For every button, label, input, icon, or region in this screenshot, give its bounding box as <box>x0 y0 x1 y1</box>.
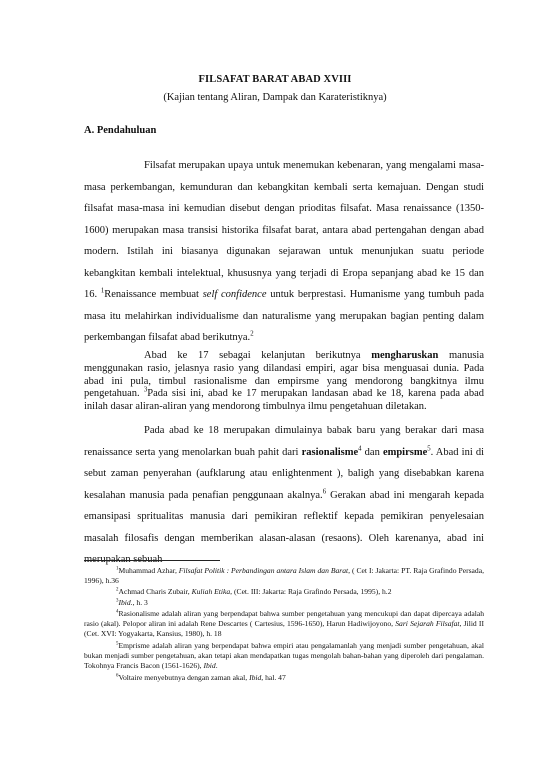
footnote-number: 1 <box>116 566 119 572</box>
footnote-text: , hal. 47 <box>261 673 286 682</box>
paragraph-bold: rasionalisme <box>301 446 359 458</box>
footnote-italic: Ibid <box>249 673 262 682</box>
paragraph-text: Abad ke 17 sebagai kelanjutan berikutnya <box>144 350 372 361</box>
footnote-ref: 4 <box>358 445 362 452</box>
footnote-text: Achmad Charis Zubair, <box>118 587 192 596</box>
paragraph-text: Filsafat merupakan upaya untuk menemukan kebenaran, yang mengalami masa-masa perkembangan, kemunduran dan kebangkitan kembali serta kemajuan. Dengan studi filsafat masa-masa ini kemudian disebut dengan prioditas filsafat. Masa renaissance (1350-1600) merupakan masa transisi historika filsafat barat, antara abad pertengahan dengan abad modern. Istilah ini biasanya digunakan sejarawan untuk menunjukan suatu periode kebangkitan kembali intelektual, khususnya yang terjadi di Eropa sepanjang abad ke 15 dan 16. <box>84 160 484 300</box>
paragraph-text: dan <box>361 446 383 458</box>
paragraph-text: Gerakan abad ini mengarah kepada emansipasi spritualitas manusia dari pemikiran reflektif kepada pemikiran penyelesaian masalah filosafis dengan memberikan alasan-alasan (resaons). Oleh karenanya, abad ini merupakan sebuah <box>84 489 485 565</box>
footnote-italic: Ibid <box>203 661 216 671</box>
paragraph-bold: mengharuskan <box>371 350 439 361</box>
document-subtitle: (Kajian tentang Aliran, Dampak dan Karateristiknya) <box>163 92 387 103</box>
footnote-1 <box>84 566 484 586</box>
footnote-ref: 5 <box>427 445 431 452</box>
paragraph-18th-century <box>84 420 484 571</box>
footnote-ref: 2 <box>250 330 254 338</box>
footnote-5 <box>84 641 484 672</box>
paragraph-text: Pada sisi ini, abad ke 17 merupakan landasan abad ke 18, karena pada abad inilah dasar aliran-aliran yang mendorong timbulnya ilmu pengetahuan diletakan. <box>84 388 485 413</box>
footnote-6 <box>84 673 484 683</box>
footnote-text: , h. 3 <box>132 598 148 607</box>
section-heading: A. Pendahuluan <box>84 125 157 136</box>
document-title: FILSAFAT BARAT ABAD XVIII <box>198 74 352 85</box>
paragraph-text: . Abad ini di sebut zaman penyerahan (aufklarung atau enlightenment ), baligh yang disebabkan karena kesalahan manusia pada penafian penggunaan akalnya. <box>84 446 484 501</box>
footnote-text: Rasionalisme adalah aliran yang berpendapat bahwa sumber pengetahuan yang mencukupi dan dapat dipercaya adalah rasio (akal). Pelopor aliran ini adalah Rene Descartes ( Cartesius, 1596-1650), Harun Hadiwijoyono, <box>84 609 484 629</box>
paragraph-italic: self confidence <box>202 289 267 300</box>
paragraph-intro <box>84 155 484 349</box>
footnote-divider <box>84 560 220 561</box>
paragraph-text: Renaissance membuat <box>104 289 203 300</box>
paragraph-text: manusia menggunakan rasio, jelasnya rasio yang dilandasi empiri, agar bisa menguasai dunia. Pada abad ini pula, timbul rasionalisme dan empirsme yang mendorong bangkitnya ilmu pengetahuan. <box>84 350 484 400</box>
paragraph-bold: empirsme <box>382 446 428 458</box>
footnote-2 <box>84 587 484 597</box>
footnote-3 <box>84 598 484 608</box>
paragraph-text: untuk berprestasi. Humanisme yang tumbuh pada masa itu melahirkan individualisme dan naturalisme yang merupakan bagian penting dalam perkembangan filsafat abad berikutnya. <box>84 289 484 343</box>
footnote-ref: 1 <box>100 287 105 295</box>
footnote-italic: Ibid. <box>118 598 133 607</box>
footnote-text: Emprisme adalah aliran yang berpendapat bahwa empiri atau pengalamanlah yang menjadi sumber pengetahuan, akal bukan menjadi sumber pengetahuan, akan tetapi akan mendapatkan tugas mengolah bahan-bahan yang diperoleh dari pengalaman. Tokohnya Francis Bacon (1561-1626), <box>84 641 484 671</box>
footnote-number: 2 <box>116 587 119 593</box>
footnote-number: 6 <box>116 673 119 679</box>
footnote-italic: Kuliah Etika <box>191 587 231 596</box>
footnote-text: Muhammad Azhar, <box>118 566 179 575</box>
paragraph-17th-century <box>84 350 484 414</box>
footnote-number: 3 <box>116 598 119 604</box>
footnote-text: , Jilid II (Cet. XVI: Yogyakarta, Kansius, 1980), h. 18 <box>84 619 484 639</box>
paragraph-text: Pada abad ke 18 merupakan dimulainya babak baru yang berakar dari masa renaissance serta yang menolarkan buah pahit dari <box>84 425 484 458</box>
footnote-4 <box>84 609 484 640</box>
footnote-ref: 3 <box>143 386 148 394</box>
footnote-number: 4 <box>116 609 119 615</box>
footnote-italic: Sari Sejarah Filsafat <box>395 619 460 629</box>
footnote-text: Voltaire menyebutnya dengan zaman akal, <box>118 673 250 682</box>
footnote-italic: Filsafat Politik : Perbandingan antara Islam dan Barat <box>178 566 349 575</box>
footnote-text: . <box>215 661 218 671</box>
footnote-ref: 6 <box>322 488 327 495</box>
footnote-text: , (Cet. III: Jakarta: Raja Grafindo Persada, 1995), h.2 <box>230 587 392 596</box>
footnote-text: , ( Cet I: Jakarta: PT. Raja Grafindo Persada, 1996), h.36 <box>84 566 484 586</box>
footnote-number: 5 <box>116 641 119 647</box>
